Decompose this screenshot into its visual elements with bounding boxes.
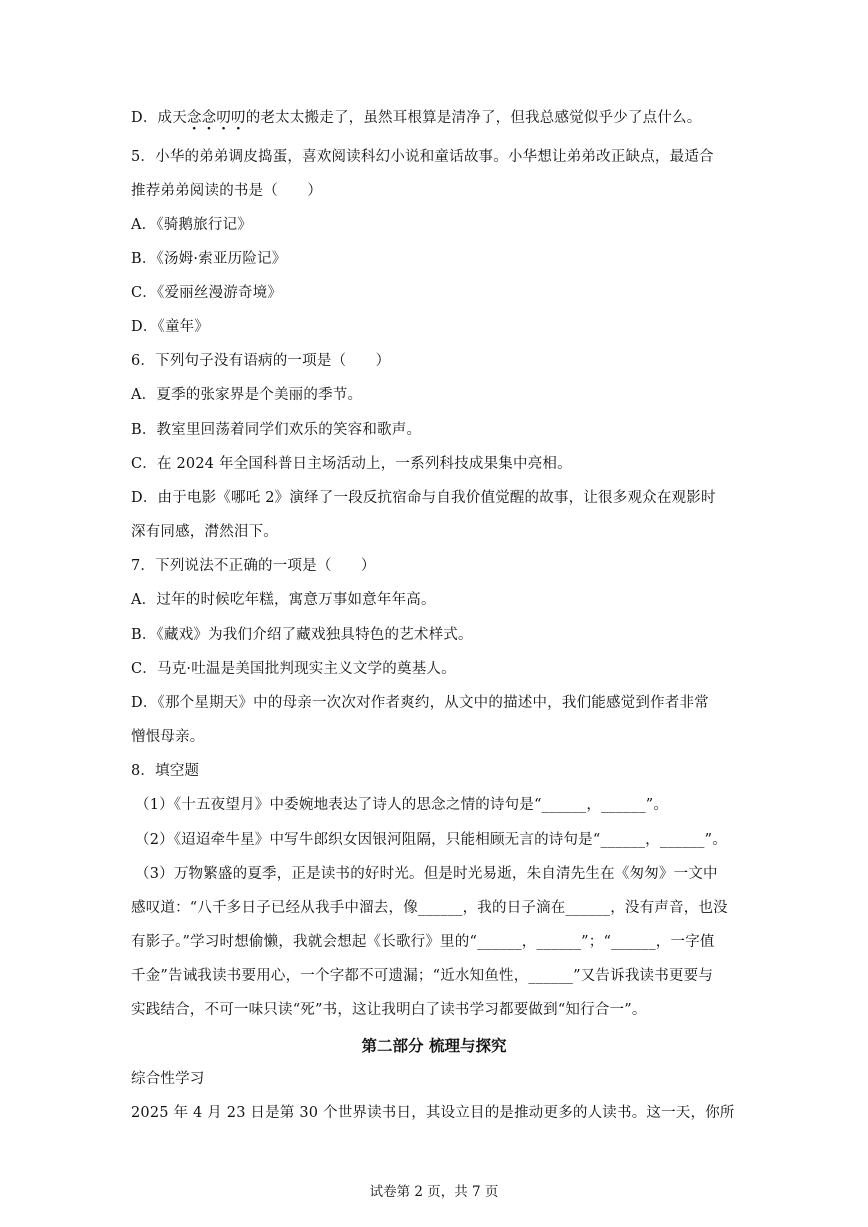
subsection-label: 综合性学习 (131, 1071, 205, 1087)
question-6: 6．下列句子没有语病的一项是（ ） (131, 353, 391, 369)
question-5-line2: 推荐弟弟阅读的书是（ ） (131, 183, 323, 199)
question-8-part3-line1: （3）万物繁盛的夏季，正是读书的好时光。但是时光易逝，朱自清先生在《匆匆》一文中 (135, 866, 718, 882)
question-8: 8．填空题 (131, 763, 200, 779)
option-5d: D．《童年》 (131, 319, 210, 335)
option-7a: A．过年的时候吃年糕，寓意万事如意年年高。 (131, 592, 436, 608)
option-7b: B．《藏戏》为我们介绍了藏戏独具特色的艺术样式。 (131, 627, 473, 643)
option-5c: C．《爱丽丝漫游奇境》 (131, 285, 283, 301)
dotted-char: 念 (201, 110, 217, 126)
reading-day-paragraph: 2025 年 4 月 23 日是第 30 个世界读书日，其设立目的是推动更多的人读书。这一天，你所 (131, 1105, 735, 1121)
question-7: 7．下列说法不正确的一项是（ ） (131, 558, 376, 574)
question-8-part3-line3: 有影子。”学习时想偷懒，我就会想起《长歌行》里的“______，______”；“______，一字值 (131, 934, 715, 950)
question-8-part3-line5: 实践结合，不可一味只读“死”书，这让我明白了读书学习都要做到“知行合一”。 (131, 1002, 647, 1018)
question-8-part2: （2）《迢迢牵牛星》中写牛郎织女因银河阻隔，只能相顾无言的诗句是“______，______”。 (135, 832, 727, 848)
question-8-part3-line4: 千金”告诫我读书要用心，一个字都不可遗漏；“近水知鱼性，______”又告诉我读书更要与 (131, 968, 714, 984)
option-5b: B．《汤姆·索亚历险记》 (131, 251, 287, 267)
question-8-part3-line2: 感叹道：“八千多日子已经从我手中溜去，像______，我的日子滴在______，没有声音，也没 (131, 900, 728, 916)
option-7c: C．马克·吐温是美国批判现实主义文学的奠基人。 (131, 661, 456, 677)
page-footer: 试卷第 2 页，共 7 页 (369, 1184, 499, 1200)
option-6d-line1: D．由于电影《哪吒 2》演绎了一段反抗宿命与自我价值觉醒的故事，让很多观众在观影时 (131, 490, 716, 506)
dotted-char: 叨 (216, 110, 232, 126)
option-6a: A．夏季的张家界是个美丽的季节。 (131, 387, 363, 403)
option-4d-suffix: 的老太太搬走了，虽然耳根算是清净了，但我总感觉似乎少了点什么。 (245, 110, 702, 126)
dotted-char: 念 (186, 110, 202, 126)
option-4d (131, 108, 701, 128)
option-5a: A．《骑鹅旅行记》 (131, 217, 253, 233)
question-5-line1: 5．小华的弟弟调皮捣蛋，喜欢阅读科幻小说和童话故事。小华想让弟弟改正缺点，最适合 (131, 149, 714, 165)
option-4d-prefix: D．成天 (131, 110, 187, 126)
option-6c: C．在 2024 年全国科普日主场活动上，一系列科技成果集中亮相。 (131, 456, 572, 472)
option-7d-line2: 憎恨母亲。 (131, 729, 205, 745)
dotted-char: 叨 (231, 110, 246, 126)
option-6d-line2: 深有同感，潸然泪下。 (131, 524, 278, 540)
section-heading: 第二部分 梳理与探究 (361, 1036, 507, 1055)
option-6b: B．教室里回荡着同学们欢乐的笑容和歌声。 (131, 422, 422, 438)
option-7d-line1: D．《那个星期天》中的母亲一次次对作者爽约，从文中的描述中，我们能感觉到作者非常 (131, 695, 709, 711)
question-8-part1: （1）《十五夜望月》中委婉地表达了诗人的思念之情的诗句是“______，______”。 (135, 797, 669, 813)
